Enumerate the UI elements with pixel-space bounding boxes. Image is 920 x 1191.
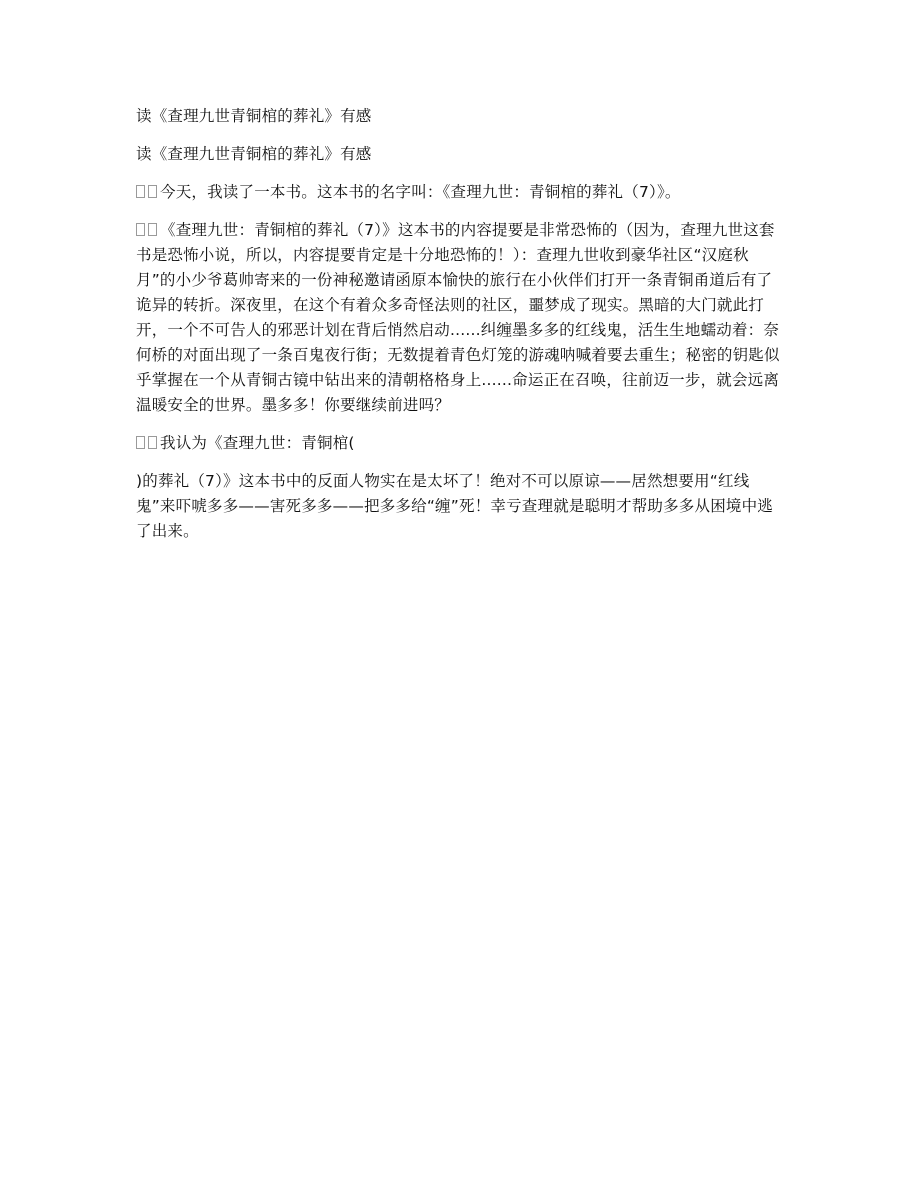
paragraph-1-text: 今天，我读了一本书。这本书的名字叫：《查理九世：青铜棺的葬礼（7）》。 xyxy=(160,183,681,201)
missing-glyph-icon xyxy=(148,436,157,449)
document-subtitle: 读《查理九世青铜棺的葬礼》有感 xyxy=(136,145,372,163)
paragraph-3-text: 我认为《查理九世：青铜棺( xyxy=(160,434,355,452)
document-body xyxy=(136,104,784,544)
paragraph-1 xyxy=(136,180,784,205)
missing-glyph-icon xyxy=(136,223,145,236)
missing-glyph-icon xyxy=(136,436,145,449)
document-title: 读《查理九世青铜棺的葬礼》有感 xyxy=(136,107,372,125)
paragraph-4: )的葬礼（7）》这本书中的反面人物实在是太坏了！绝对不可以原谅——居然想要用“红线鬼”来吓唬多多——害死多多——把多多给“缠”死！幸亏查理就是聪明才帮助多多从困境中逃了出来。 xyxy=(136,472,773,540)
missing-glyph-icon xyxy=(148,185,157,198)
missing-glyph-icon xyxy=(148,223,157,236)
paragraph-2-text: 《查理九世：青铜棺的葬礼（7）》这本书的内容提要是非常恐怖的（因为，查理九世这套书是恐怖小说，所以，内容提要肯定是十分地恐怖的！）：查理九世收到豪华社区“汉庭秋月”的小少爷葛帅寄来的一份神秘邀请函原本愉快的旅行在小伙伴们打开一条青铜甬道后有了诡异的转折。深夜里，在这个有着众多奇怪法则的社区，噩梦成了现实。黑暗的大门就此打开，一个不可告人的邪恶计划在背后悄然启动......纠缠墨多多的红线鬼，活生生地蠕动着：奈何桥的对面出现了一条百鬼夜行街；无数提着青色灯笼的游魂呐喊着要去重生；秘密的钥匙似乎掌握在一个从青铜古镜中钻出来的清朝格格身上......命运正在召唤，往前迈一步，就会远离温暖安全的世界。墨多多！你要继续前进吗？ xyxy=(136,221,780,414)
missing-glyph-icon xyxy=(136,185,145,198)
paragraph-3 xyxy=(136,431,784,456)
paragraph-2 xyxy=(136,218,784,418)
